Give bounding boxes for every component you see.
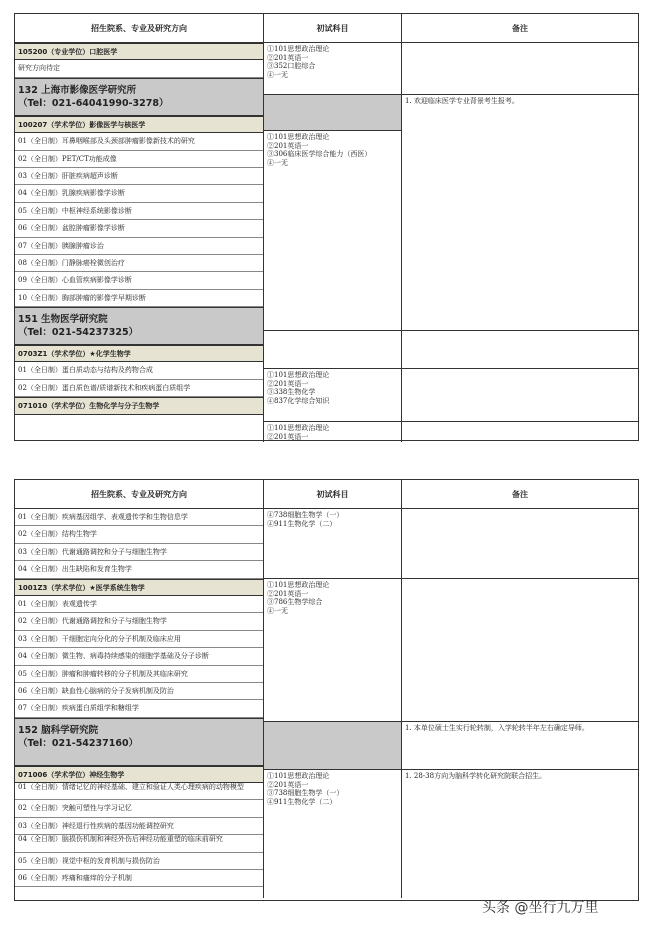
exam-item: ④738细胞生物学（一）	[267, 511, 344, 519]
exam-item: ①101思想政治理论	[267, 424, 330, 432]
document-page-2	[14, 479, 639, 901]
exam-column	[264, 509, 402, 898]
exam-item: ④一无	[267, 158, 288, 167]
header-notes: 备注	[512, 23, 528, 33]
exam-item: ③352口腔综合	[267, 62, 316, 71]
direction-row: 03（全日制）干细胞定向分化的分子机制及临床应用	[15, 631, 263, 648]
note-blank	[402, 579, 638, 722]
institute-name: 151 生物医学研究院	[18, 314, 108, 326]
exam-block	[264, 579, 401, 722]
direction-row: 04（全日制）乳腺疾病影像学诊断	[15, 185, 263, 202]
institute-row	[15, 307, 263, 345]
exam-item: ①101思想政治理论	[267, 133, 330, 141]
header-notes: 备注	[512, 489, 528, 499]
direction-row: 06（全日制）缺血性心脑病的分子发病机制及防治	[15, 683, 263, 700]
watermark-text: 头条 @坐行九万里	[482, 900, 599, 916]
direction-row: 02（全日制）蛋白质色谱/质谱新技术和疾病蛋白质组学	[15, 380, 263, 397]
direction-row: 01（全日制）情绪记忆的神经基础、建立和验证人类心理疾病的动物模型	[15, 783, 263, 800]
institute-row	[15, 78, 263, 116]
exam-item: ④911生物化学（二）	[267, 797, 337, 806]
exam-item: ②201英语一	[267, 379, 309, 388]
header-direction: 招生院系、专业及研究方向	[15, 14, 264, 42]
exam-blank	[264, 722, 401, 770]
direction-row: 01（全日制）蛋白质动态与结构及药物合成	[15, 362, 263, 379]
note-text: 1. 28-38方向为脑科学转化研究院联合招生。	[405, 772, 547, 780]
header-direction: 招生院系、专业及研究方向	[15, 480, 264, 508]
exam-block	[264, 770, 401, 898]
direction-row: 研究方向待定	[15, 60, 263, 77]
exam-item: ①101思想政治理论	[267, 45, 330, 53]
direction-row: 09（全日制）心血管疾病影像学诊断	[15, 272, 263, 289]
direction-column	[15, 509, 264, 898]
major-row: 0703Z1（学术学位）★化学生物学	[15, 345, 263, 362]
exam-column	[264, 43, 402, 442]
header-exam: 初试科目	[264, 14, 402, 42]
exam-item: ④一无	[267, 606, 288, 615]
direction-row: 10（全日制）胸部肿瘤的影像学早期诊断	[15, 290, 263, 307]
exam-item: ②201英语一	[267, 780, 309, 789]
direction-row: 05（全日制）肿瘤和肿瘤转移的分子机制及其临床研究	[15, 666, 263, 683]
direction-column	[15, 43, 264, 442]
exam-item: ①101思想政治理论	[267, 581, 330, 589]
notes-column	[402, 43, 638, 442]
institute-tel: （Tel：021-54237325）	[18, 327, 139, 339]
exam-item: ②201英语一	[267, 432, 309, 441]
exam-block	[264, 43, 401, 95]
note-text: 1. 本单位硕士生实行轮转制，入学轮转半年左右确定导师。	[405, 724, 589, 732]
direction-row: 05（全日制）视觉中枢的发育机制与损伤防治	[15, 853, 263, 870]
exam-block	[264, 131, 401, 331]
direction-row: 04（全日制）脑损伤机制和神经外伤后神经功能重塑的临床前研究	[15, 835, 263, 852]
direction-row: 01（全日制）疾病基因组学、表观遗传学和生物信息学	[15, 509, 263, 526]
exam-block	[264, 509, 401, 579]
direction-row: 01（全日制）表观遗传学	[15, 596, 263, 613]
major-row: 100207（学术学位）影像医学与核医学	[15, 116, 263, 133]
exam-item: ④837化学综合知识	[267, 396, 330, 405]
exam-block	[264, 422, 401, 442]
major-row: 071010（学术学位）生物化学与分子生物学	[15, 397, 263, 414]
exam-block	[264, 369, 401, 422]
exam-item: ①101思想政治理论	[267, 772, 330, 780]
direction-row: 07（全日制）胰腺肿瘤诊治	[15, 238, 263, 255]
note-blank	[402, 509, 638, 579]
exam-item: ④一无	[267, 70, 288, 79]
direction-row: 02（全日制）突触可塑性与学习记忆	[15, 800, 263, 817]
header-exam: 初试科目	[264, 480, 402, 508]
note-block	[402, 722, 638, 770]
exam-item: ②201英语一	[267, 589, 309, 598]
note-blank	[402, 43, 638, 95]
institute-name: 132 上海市影像医学研究所	[18, 84, 137, 96]
direction-row: 05（全日制）中枢神经系统影像诊断	[15, 203, 263, 220]
note-text: 1. 欢迎临床医学专业背景考生报考。	[405, 97, 519, 105]
direction-row: 06（全日制）盆腔肿瘤影像学诊断	[15, 220, 263, 237]
direction-row: 02（全日制）结构生物学	[15, 526, 263, 543]
exam-item: ④911生物化学（二）	[267, 519, 337, 528]
major-row: 071006（学术学位）神经生物学	[15, 766, 263, 783]
direction-row: 02（全日制）PET/CT功能成像	[15, 151, 263, 168]
direction-row: 07（全日制）疾病蛋白质组学和糖组学	[15, 700, 263, 717]
direction-row: 06（全日制）疼痛和瘙痒的分子机制	[15, 870, 263, 887]
exam-blank	[264, 331, 401, 369]
exam-item: ①101思想政治理论	[267, 371, 330, 379]
direction-row: 04（全日制）微生物、病毒持续感染的细胞学基础及分子诊断	[15, 648, 263, 665]
institute-name: 152 脑科学研究院	[18, 724, 99, 736]
exam-item: ③786生物学综合	[267, 598, 323, 607]
exam-item: ③306临床医学综合能力（西医）	[267, 150, 372, 159]
table-header	[15, 14, 638, 43]
document-page-1	[14, 13, 639, 441]
institute-tel: （Tel：021-64041990-3278）	[18, 97, 169, 109]
note-block	[402, 770, 638, 898]
table-header	[15, 480, 638, 509]
exam-item: ③738细胞生物学（一）	[267, 789, 344, 798]
exam-item: ③338生物化学	[267, 388, 316, 397]
exam-item: ②201英语一	[267, 53, 309, 62]
major-row: 105200（专业学位）口腔医学	[15, 43, 263, 60]
direction-row: 08（全日制）门静脉癌栓微创治疗	[15, 255, 263, 272]
institute-tel: （Tel：021-54237160）	[18, 737, 139, 749]
direction-row: 04（全日制）出生缺陷和发育生物学	[15, 561, 263, 578]
direction-row: 03（全日制）肝脏疾病超声诊断	[15, 168, 263, 185]
direction-row: 03（全日制）神经退行性疾病的基因功能调控研究	[15, 818, 263, 835]
note-blank	[402, 331, 638, 369]
institute-row	[15, 718, 263, 766]
direction-row: 03（全日制）代谢通路调控和分子与细胞生物学	[15, 544, 263, 561]
direction-row: 01（全日制）耳鼻咽喉部及头颈部肿瘤影像新技术的研究	[15, 133, 263, 150]
note-block	[402, 95, 638, 331]
notes-column	[402, 509, 638, 898]
note-blank	[402, 369, 638, 422]
direction-row: 02（全日制）代谢通路调控和分子与细胞生物学	[15, 613, 263, 630]
exam-item: ②201英语一	[267, 141, 309, 150]
exam-blank	[264, 95, 401, 131]
major-row: 1001Z3（学术学位）★医学系统生物学	[15, 579, 263, 596]
